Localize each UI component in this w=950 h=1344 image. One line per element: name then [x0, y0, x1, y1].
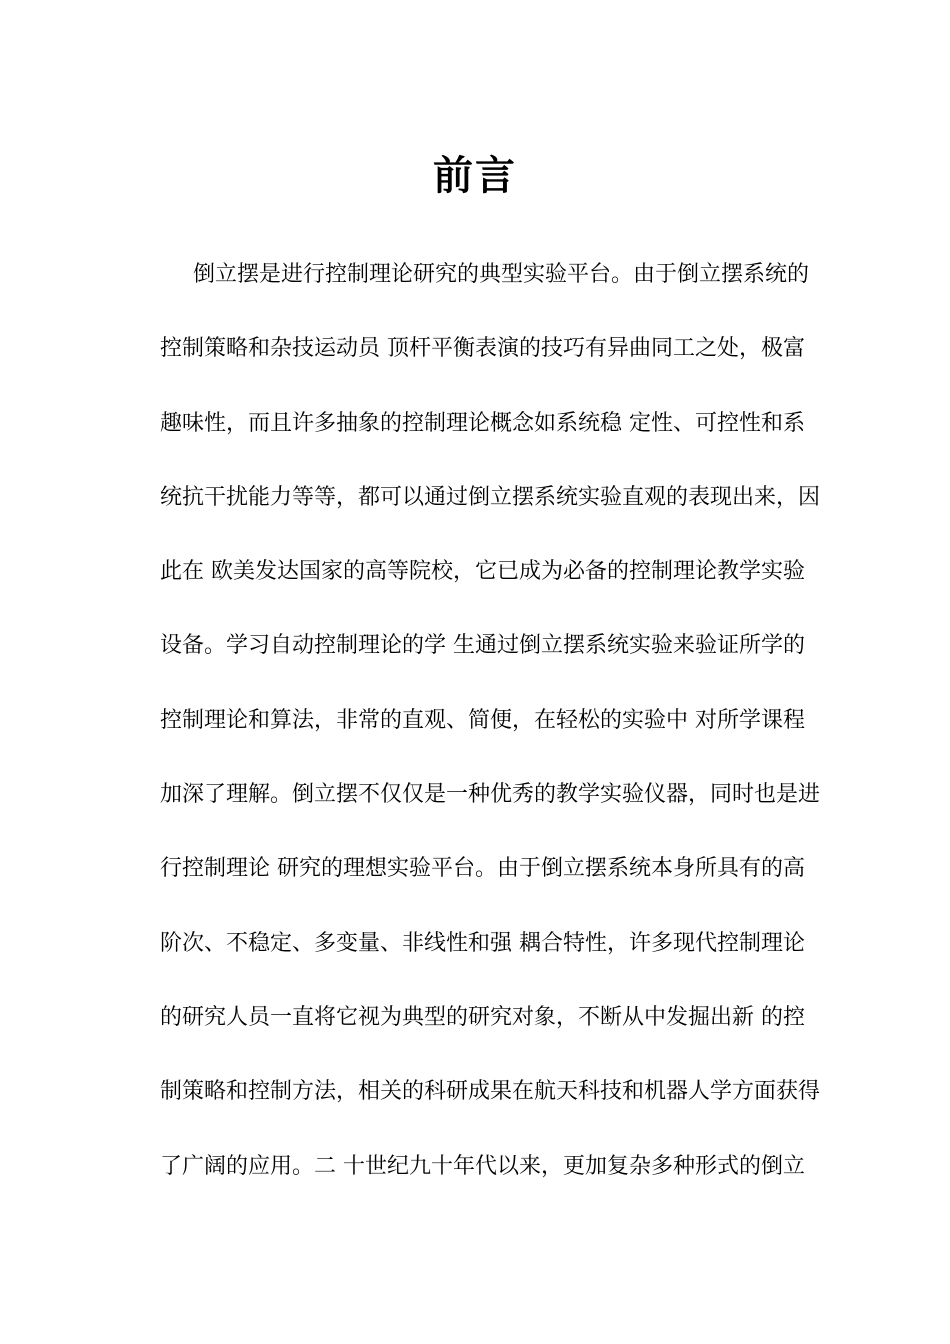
text-line: 设备。学习自动控制理论的学 生通过倒立摆系统实验来验证所学的: [160, 633, 805, 659]
text-line: 阶次、不稳定、多变量、非线性和强 耦合特性，许多现代控制理论: [160, 930, 805, 956]
text-line: 倒立摆是进行控制理论研究的典型实验平台。由于倒立摆系统的: [193, 262, 810, 287]
text-line: 的研究人员一直将它视为典型的研究对象，不断从中发掘出新 的控: [160, 1004, 805, 1030]
page-title: 前言: [433, 152, 517, 199]
body-paragraph: [160, 255, 840, 1221]
text-line: 统抗干扰能力等等，都可以通过倒立摆系统实验直观的表现出来，因: [160, 484, 821, 510]
text-line: 控制理论和算法，非常的直观、简便，在轻松的实验中 对所学课程: [160, 707, 805, 733]
text-line: 行控制理论 研究的理想实验平台。由于倒立摆系统本身所具有的高: [160, 856, 805, 882]
text-line: 制策略和控制方法，相关的科研成果在航天科技和机器人学方面获得: [160, 1079, 821, 1105]
text-line: 趣味性，而且许多抽象的控制理论概念如系统稳 定性、可控性和系: [160, 410, 805, 436]
text-line: 控制策略和杂技运动员 顶杆平衡表演的技巧有异曲同工之处，极富: [160, 336, 805, 362]
text-line: 加深了理解。倒立摆不仅仅是一种优秀的教学实验仪器，同时也是进: [160, 782, 821, 808]
text-line: 了广阔的应用。二 十世纪九十年代以来，更加复杂多种形式的倒立: [160, 1153, 805, 1179]
text-line: 此在 欧美发达国家的高等院校，它已成为必备的控制理论教学实验: [160, 559, 805, 585]
